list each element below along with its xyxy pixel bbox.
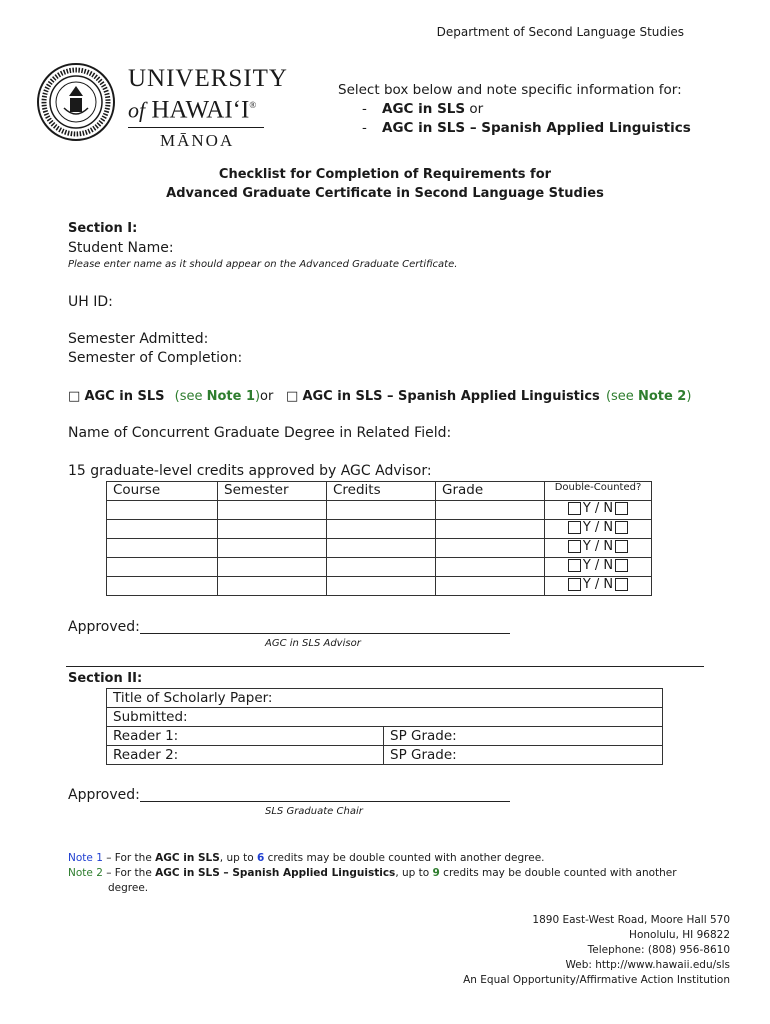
wordmark-rule [128, 127, 264, 128]
header-semester: Semester [218, 482, 327, 501]
table-row [107, 539, 652, 558]
grade-cell[interactable] [436, 558, 545, 577]
yes-checkbox[interactable] [568, 578, 581, 591]
course-cell[interactable] [107, 501, 218, 520]
option-agc-checkbox[interactable]: □ AGC in SLS (see Note 1) [68, 389, 261, 404]
semester-completion-label: Semester of Completion: [68, 350, 243, 366]
header-course: Course [107, 482, 218, 501]
wordmark-manoa: MĀNOA [160, 131, 235, 151]
select-info-item-spanish: - AGC in SLS – Spanish Applied Linguistics [362, 120, 691, 136]
no-checkbox[interactable] [615, 559, 628, 572]
advisor-caption: AGC in SLS Advisor [265, 638, 361, 649]
submitted-cell[interactable]: Submitted: [107, 708, 663, 727]
header-credits: Credits [327, 482, 436, 501]
grade-cell[interactable] [436, 520, 545, 539]
table-row [107, 727, 663, 746]
table-row [107, 520, 652, 539]
address-street: 1890 East-West Road, Moore Hall 570 [532, 914, 730, 926]
document-title: Checklist for Completion of Requirements for Advanced Graduate Certificate in Second Language Studies [166, 167, 604, 201]
approved-label-2: Approved: [68, 787, 140, 803]
grade-cell[interactable] [436, 501, 545, 520]
yes-checkbox[interactable] [568, 559, 581, 572]
double-counted-cell: Y / N [545, 539, 652, 558]
yes-checkbox[interactable] [568, 502, 581, 515]
header-grade: Grade [436, 482, 545, 501]
double-counted-cell: Y / N [545, 520, 652, 539]
chair-signature-line[interactable] [140, 786, 510, 802]
address-telephone: Telephone: (808) 956-8610 [587, 944, 730, 956]
double-counted-cell: Y / N [545, 558, 652, 577]
table-row [107, 689, 663, 708]
table-row [107, 708, 663, 727]
university-wordmark [128, 65, 288, 151]
sp-grade-2-cell[interactable]: SP Grade: [384, 746, 663, 765]
courses-header-row [107, 482, 652, 501]
double-counted-cell: Y / N [545, 501, 652, 520]
note-2: Note 2 – For the AGC in SLS – Spanish Applied Linguistics, up to 9 credits may be double counted with another [68, 867, 677, 879]
section-divider [66, 666, 704, 667]
yes-checkbox[interactable] [568, 540, 581, 553]
paper-table [106, 688, 663, 765]
semester-cell[interactable] [218, 577, 327, 596]
department-header: Department of Second Language Studies [436, 25, 684, 39]
courses-table [106, 481, 652, 596]
semester-cell[interactable] [218, 539, 327, 558]
wordmark-hawaii: of HAWAIʻI® [128, 96, 257, 124]
no-checkbox[interactable] [615, 540, 628, 553]
section1-heading: Section I: [68, 221, 138, 236]
approved-label-1: Approved: [68, 619, 140, 635]
note-1: Note 1 – For the AGC in SLS, up to 6 credits may be double counted with another degree. [68, 852, 545, 864]
table-row [107, 577, 652, 596]
select-info-intro: Select box below and note specific information for: [338, 82, 682, 98]
credits-cell[interactable] [327, 539, 436, 558]
credits-cell[interactable] [327, 577, 436, 596]
sp-grade-1-cell[interactable]: SP Grade: [384, 727, 663, 746]
no-checkbox[interactable] [615, 521, 628, 534]
table-row [107, 558, 652, 577]
semester-admitted-label: Semester Admitted: [68, 331, 209, 347]
reader2-cell[interactable]: Reader 2: [107, 746, 384, 765]
course-cell[interactable] [107, 558, 218, 577]
grade-cell[interactable] [436, 577, 545, 596]
semester-cell[interactable] [218, 520, 327, 539]
select-info-item-agc: - AGC in SLS or [362, 101, 484, 117]
reader1-cell[interactable]: Reader 1: [107, 727, 384, 746]
table-row [107, 501, 652, 520]
header-double-counted: Double-Counted? [545, 482, 652, 501]
option-spanish-checkbox[interactable]: □ AGC in SLS – Spanish Applied Linguistics (see Note 2) [286, 389, 692, 404]
yes-checkbox[interactable] [568, 521, 581, 534]
table-row [107, 746, 663, 765]
course-cell[interactable] [107, 520, 218, 539]
address-eeo: An Equal Opportunity/Affirmative Action Institution [463, 974, 730, 986]
double-counted-cell: Y / N [545, 577, 652, 596]
chair-caption: SLS Graduate Chair [265, 806, 363, 817]
advisor-signature-line[interactable] [140, 618, 510, 634]
semester-cell[interactable] [218, 558, 327, 577]
university-seal-icon [36, 62, 116, 142]
title-paper-cell[interactable]: Title of Scholarly Paper: [107, 689, 663, 708]
address-block [0, 913, 730, 988]
option-or: or [260, 389, 274, 404]
notes [68, 851, 708, 896]
semester-cell[interactable] [218, 501, 327, 520]
address-city: Honolulu, HI 96822 [629, 929, 730, 941]
section2-heading: Section II: [68, 671, 143, 686]
course-cell[interactable] [107, 539, 218, 558]
student-name-hint: Please enter name as it should appear on the Advanced Graduate Certificate. [68, 259, 458, 270]
select-info [338, 81, 691, 138]
credits-cell[interactable] [327, 501, 436, 520]
no-checkbox[interactable] [615, 578, 628, 591]
student-name-label: Student Name: [68, 240, 174, 256]
credits-cell[interactable] [327, 520, 436, 539]
address-web: Web: http://www.hawaii.edu/sls [565, 959, 730, 971]
note-2-continued: degree. [108, 882, 149, 894]
credits-intro: 15 graduate-level credits approved by AGC Advisor: [68, 463, 432, 479]
wordmark-university: UNIVERSITY [128, 65, 288, 92]
uh-id-label: UH ID: [68, 294, 113, 310]
grade-cell[interactable] [436, 539, 545, 558]
credits-cell[interactable] [327, 558, 436, 577]
concurrent-degree-label: Name of Concurrent Graduate Degree in Related Field: [68, 425, 452, 441]
no-checkbox[interactable] [615, 502, 628, 515]
course-cell[interactable] [107, 577, 218, 596]
